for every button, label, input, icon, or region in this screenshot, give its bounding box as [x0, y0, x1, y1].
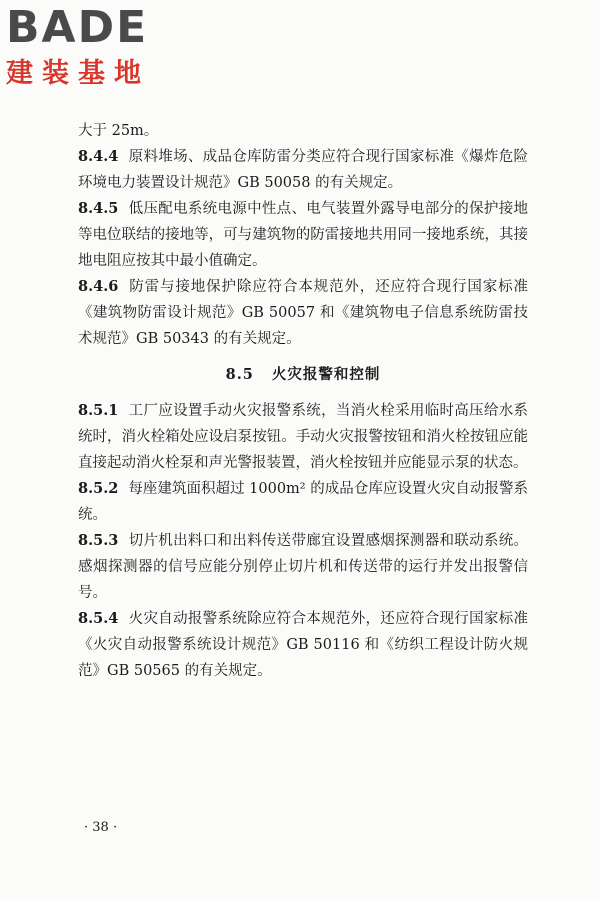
clause-text: 原料堆场、成品仓库防雷分类应符合现行国家标准《爆炸危险环境电力装置设计规范》GB 50058 的有关规定。 — [78, 149, 528, 191]
clause-number: 8.5.4 — [78, 610, 119, 627]
section-number: 8.5 — [225, 366, 254, 383]
clause-text: 每座建筑面积超过 1000m² 的成品仓库应设置火灾自动报警系统。 — [78, 481, 528, 523]
clause-text: 防雷与接地保护除应符合本规范外，还应符合现行国家标准《建筑物防雷设计规范》GB 50057 和《建筑物电子信息系统防雷技术规范》GB 50343 的有关规定。 — [78, 279, 528, 347]
clause-number: 8.4.5 — [78, 200, 119, 217]
clause-number: 8.5.3 — [78, 532, 119, 549]
logo-mark: BADE — [6, 2, 149, 53]
clause-number: 8.5.2 — [78, 480, 119, 497]
section-title: 火灾报警和控制 — [271, 366, 381, 383]
paragraph-text: 大于 25m。 — [78, 123, 159, 139]
clause-text: 低压配电系统电源中性点、电气装置外露导电部分的保护接地等电位联结的接地等，可与建筑物的防雷接地共用同一接地系统，其接地电阻应按其中最小值确定。 — [78, 201, 528, 269]
clause-number: 8.5.1 — [78, 402, 119, 419]
clause-text: 切片机出料口和出料传送带廊宜设置感烟探测器和联动系统。感烟探测器的信号应能分别停止切片机和传送带的运行并发出报警信号。 — [78, 533, 528, 601]
clause-8-5-4 — [78, 606, 528, 684]
logo-subtitle: 建装基地 — [6, 58, 150, 89]
bade-logo — [6, 4, 186, 90]
clause-8-5-1 — [78, 398, 528, 476]
section-heading — [78, 362, 528, 388]
clause-text: 工厂应设置手动火灾报警系统，当消火栓采用临时高压给水系统时，消火栓箱处应设启泵按钮。手动火灾报警按钮和消火栓按钮应能直接起动消火栓泵和声光警报装置，消火栓按钮并应能显示泵的状态。 — [78, 403, 528, 471]
clause-8-4-4 — [78, 144, 528, 196]
clause-number: 8.4.4 — [78, 148, 119, 165]
clause-8-4-5 — [78, 196, 528, 274]
clause-text: 火灾自动报警系统除应符合本规范外，还应符合现行国家标准《火灾自动报警系统设计规范》GB 50116 和《纺织工程设计防火规范》GB 50565 的有关规定。 — [78, 611, 528, 679]
clause-8-5-3 — [78, 528, 528, 606]
page-content — [78, 118, 528, 684]
clause-8-5-2 — [78, 476, 528, 528]
clause-8-4-6 — [78, 274, 528, 352]
page-number: · 38 · — [84, 820, 118, 835]
clause-number: 8.4.6 — [78, 278, 119, 295]
paragraph-continuation — [78, 118, 528, 144]
